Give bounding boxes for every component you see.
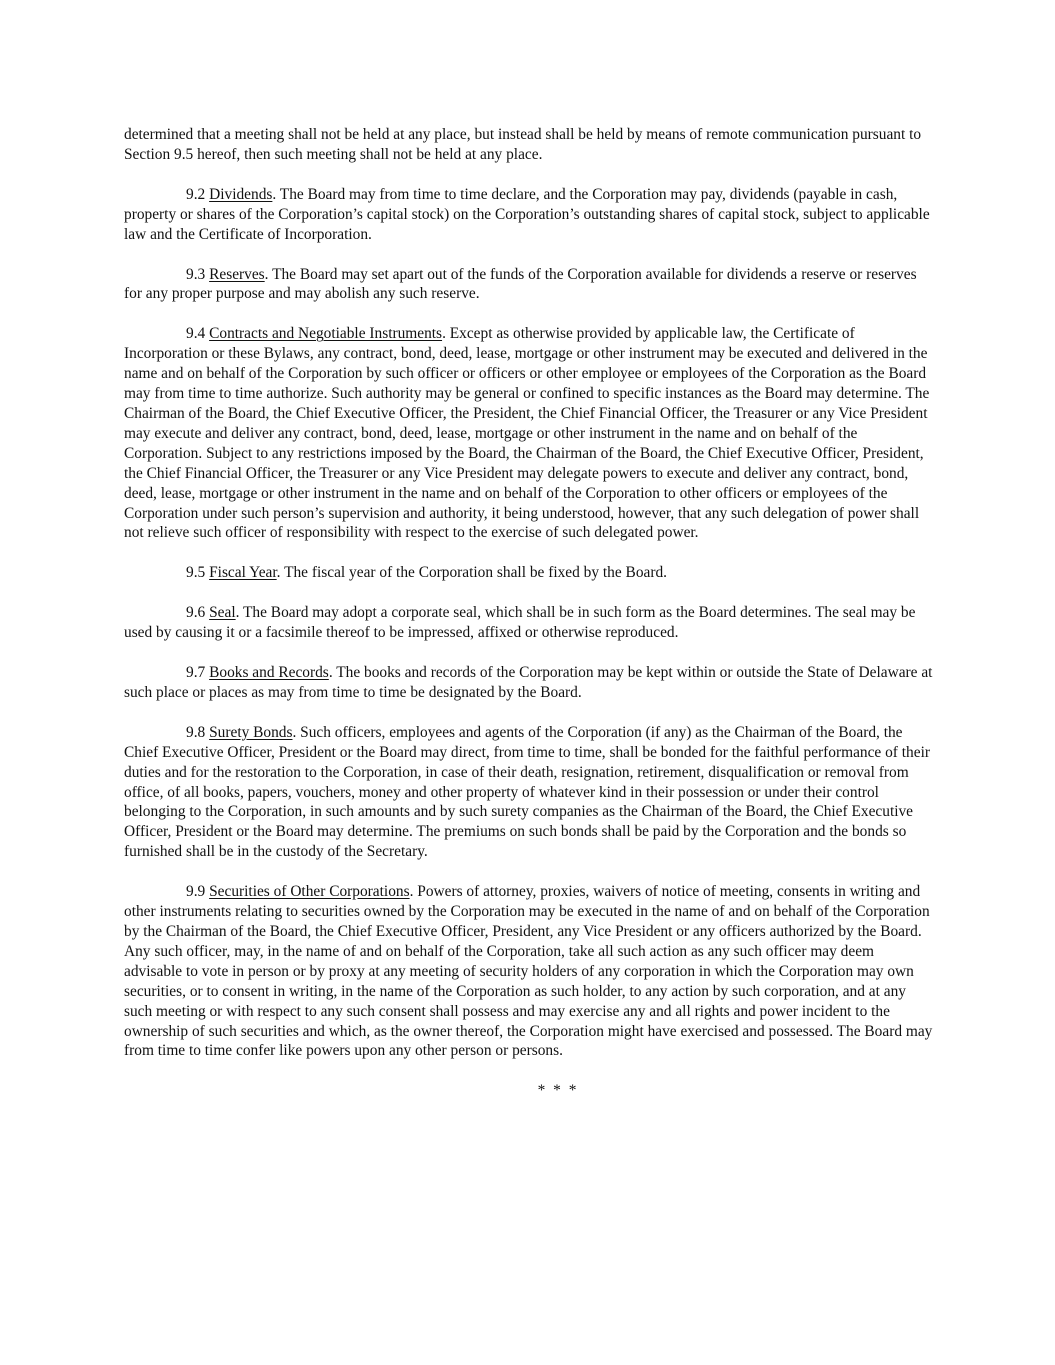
section-heading: Books and Records	[209, 664, 329, 682]
section-body: . The books and records of the Corporation may be kept within or outside the State of Delaware at such place or places as may from time to time be designated by the Board.	[124, 664, 933, 701]
section-9-8	[124, 723, 934, 862]
section-heading: Dividends	[209, 185, 273, 203]
section-number: 9.7	[186, 664, 206, 682]
section-body: . Powers of attorney, proxies, waivers of notice of meeting, consents in writing and other instruments relating to securities owned by the Corporation may be executed in the name of and on behalf of the Corporation by the Chairman of the Board, the Chief Executive Officer, President, any Vice President or any officers authorized by the Board. Any such officer, may, in the name of and on behalf of the Corporation, take all such action as any such officer may deem advisable to vote in person or by proxy at any meeting of security holders of any corporation in which the Corporation may own securities, or to consent in writing, in the name of the Corporation as such holder, to any action by such corporation, and at any such meeting or with respect to any such consent shall possess and may exercise any and all rights and power incident to the ownership of such securities and which, as the owner thereof, the Corporation might have exercised and possessed. The Board may from time to time confer like powers upon any other person or persons.	[124, 883, 933, 1060]
section-number: 9.8	[186, 723, 206, 741]
section-9-6	[124, 603, 934, 643]
section-heading: Surety Bonds	[209, 723, 293, 741]
section-number: 9.2	[186, 185, 206, 203]
section-9-2	[124, 185, 934, 245]
section-body: . The fiscal year of the Corporation shall be fixed by the Board.	[276, 564, 668, 582]
section-body: . The Board may set apart out of the funds of the Corporation available for dividends a reserve or reserves for any proper purpose and may abolish any such reserve.	[124, 265, 917, 303]
section-9-7	[124, 663, 934, 703]
section-number: 9.4	[186, 325, 206, 343]
section-number: 9.6	[186, 604, 206, 622]
section-number: 9.3	[186, 265, 206, 283]
section-9-3	[124, 265, 934, 305]
section-body: . Such officers, employees and agents of the Corporation (if any) as the Chairman of the Board, the Chief Executive Officer, President or the Board may direct, from time to time, shall be bonded for the faithful performance of their duties and for the restoration to the Corporation, in case of their death, resignation, retirement, disqualification or removal from office, of all books, papers, vouchers, money and other property of whatever kind in their possession or under their control belonging to the Corporation, in such amounts and by such surety companies as the Chairman of the Board, the Chief Executive Officer, President or the Board may determine. The premiums on such bonds shall be paid by the Corporation and the bonds so furnished shall be in the custody of the Secretary.	[124, 723, 930, 861]
section-heading: Seal	[209, 604, 236, 622]
section-9-5	[124, 563, 934, 583]
section-heading: Securities of Other Corporations	[209, 883, 410, 901]
section-body: . The Board may adopt a corporate seal, which shall be in such form as the Board determines. The seal may be used by causing it or a facsimile thereof to be impressed, affixed or otherwise reproduced.	[124, 604, 916, 642]
section-9-4	[124, 324, 934, 543]
section-number: 9.9	[186, 883, 206, 901]
section-heading: Reserves	[209, 265, 265, 283]
end-of-document-mark: * * *	[537, 1082, 579, 1100]
document-body	[124, 125, 934, 1101]
section-body: . The Board may from time to time declare, and the Corporation may pay, dividends (payable in cash, property or shares of the Corporation’s capital stock) on the Corporation’s outstanding shares of capital stock, subject to applicable law and the Certificate of Incorporation.	[124, 185, 930, 243]
section-heading: Contracts and Negotiable Instruments	[209, 325, 443, 343]
section-number: 9.5	[186, 564, 206, 582]
opening-paragraph: determined that a meeting shall not be held at any place, but instead shall be held by means of remote communication pursuant to Section 9.5 hereof, then such meeting shall not be held at any place.	[124, 126, 922, 163]
section-9-9	[124, 882, 934, 1061]
section-body: . Except as otherwise provided by applicable law, the Certificate of Incorporation or these Bylaws, any contract, bond, deed, lease, mortgage or other instrument may be executed and delivered in the name and on behalf of the Corporation by such officer or officers or other employee or employees of the Corporation as the Board may from time to time authorize. Such authority may be general or confined to specific instances as the Board may determine. The Chairman of the Board, the Chief Executive Officer, the President, the Chief Financial Officer, the Treasurer or any Vice President may execute and deliver any contract, bond, deed, lease, mortgage or other instrument in the name and on behalf of the Corporation. Subject to any restrictions imposed by the Board, the Chairman of the Board, the Chief Executive Officer, President, the Chief Financial Officer, the Treasurer or any Vice President may delegate powers to execute and deliver any contract, bond, deed, lease, mortgage or other instrument in the name and on behalf of the Corporation to other officers or employees of the Corporation under such person’s supervision and authority, it being understood, however, that any such delegation of power shall not relieve such officer of responsibility with respect to the exercise of such delegated power.	[124, 325, 930, 542]
section-heading: Fiscal Year	[209, 564, 277, 582]
